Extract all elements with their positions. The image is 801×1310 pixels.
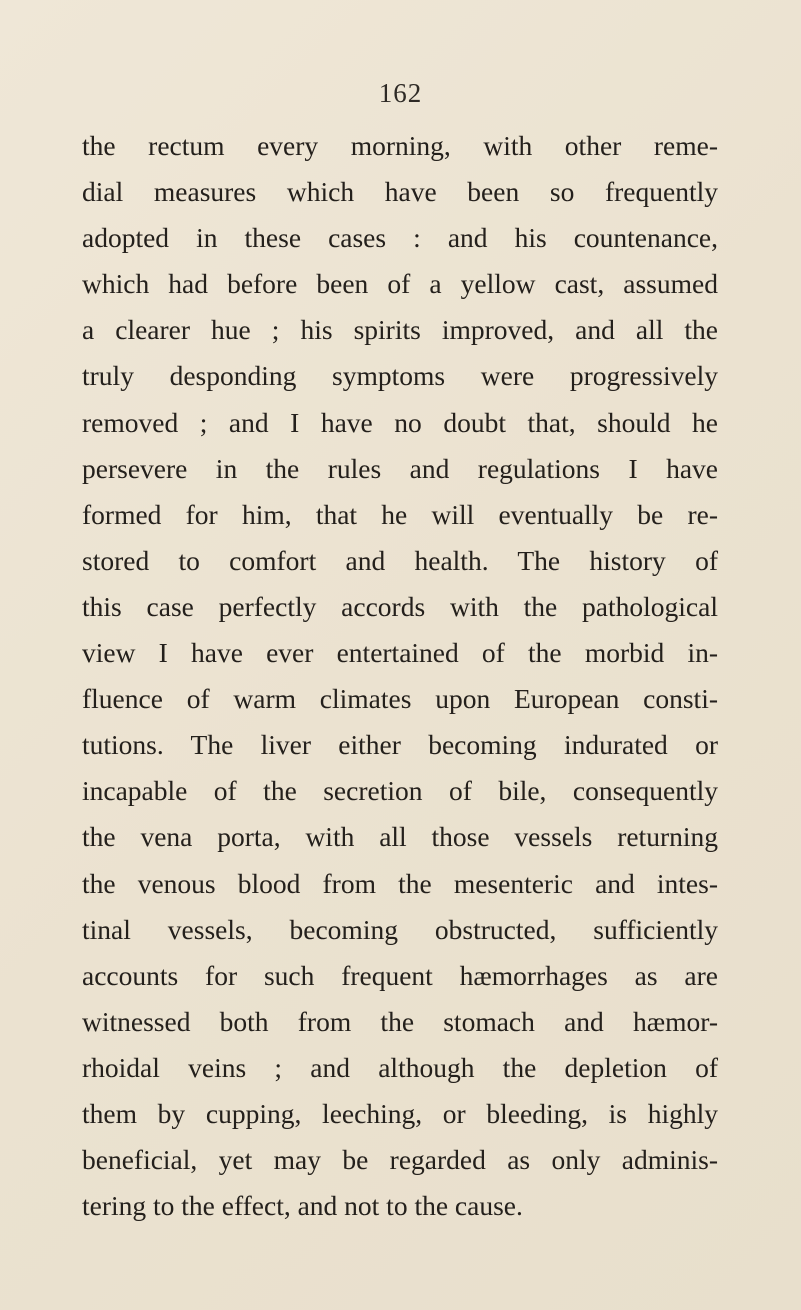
text-line: removed ; and I have no doubt that, should he bbox=[82, 406, 718, 438]
text-line: tutions. The liver either becoming indurated or bbox=[82, 729, 718, 761]
text-line: adopted in these cases : and his countenance, bbox=[82, 222, 718, 254]
text-line: fluence of warm climates upon European consti- bbox=[82, 683, 718, 715]
text-line: view I have ever entertained of the morbid in- bbox=[82, 637, 718, 669]
text-line: incapable of the secretion of bile, consequently bbox=[82, 775, 718, 807]
text-line: them by cupping, leeching, or bleeding, is highly bbox=[82, 1097, 718, 1129]
text-line: beneficial, yet may be regarded as only adminis- bbox=[82, 1144, 718, 1176]
text-line: dial measures which have been so frequently bbox=[82, 176, 718, 208]
body-text bbox=[82, 123, 782, 1229]
text-line: the rectum every morning, with other reme- bbox=[82, 130, 718, 161]
text-line: the vena porta, with all those vessels returning bbox=[82, 821, 718, 853]
text-line: which had before been of a yellow cast, assumed bbox=[82, 268, 718, 300]
text-line: formed for him, that he will eventually be re- bbox=[82, 498, 718, 530]
text-line: the venous blood from the mesenteric and intes- bbox=[82, 867, 718, 899]
text-line: accounts for such frequent hæmorrhages as are bbox=[82, 959, 718, 991]
page-number: 162 bbox=[378, 78, 423, 108]
text-line: stored to comfort and health. The history of bbox=[82, 544, 718, 576]
text-line: tinal vessels, becoming obstructed, sufficiently bbox=[82, 913, 718, 945]
text-line: persevere in the rules and regulations I have bbox=[82, 452, 718, 484]
text-line: rhoidal veins ; and although the depletion of bbox=[82, 1051, 718, 1083]
text-line: truly desponding symptoms were progressively bbox=[82, 360, 718, 392]
text-line: witnessed both from the stomach and hæmor- bbox=[82, 1005, 718, 1037]
text-line: a clearer hue ; his spirits improved, and all the bbox=[82, 314, 718, 346]
text-line: tering to the effect, and not to the cause. bbox=[82, 1190, 523, 1222]
text-line: this case perfectly accords with the pathological bbox=[82, 590, 718, 622]
